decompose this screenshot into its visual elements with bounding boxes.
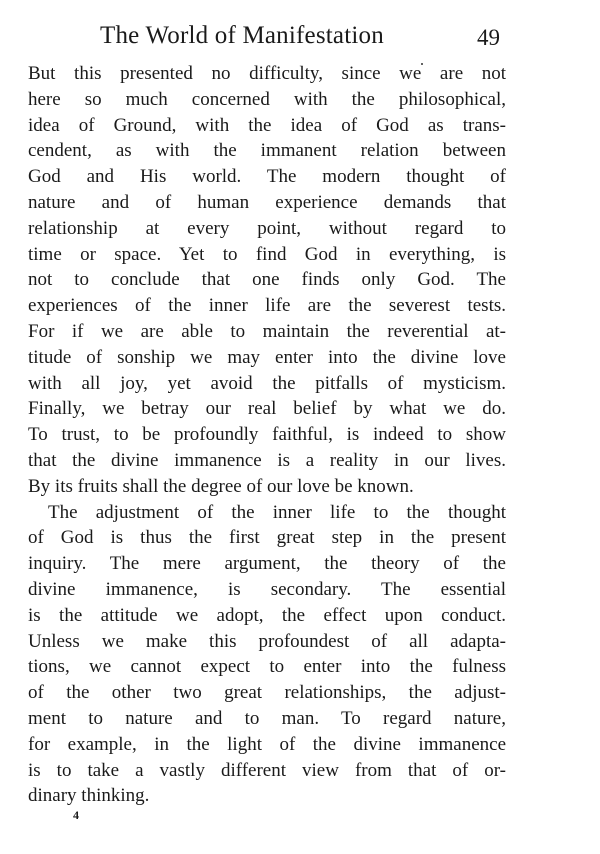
text-line: ment to nature and to man. To regard nature, — [28, 707, 506, 729]
text-line: tions, we cannot expect to enter into the fulness — [28, 656, 506, 678]
text-line: idea of Ground, with the idea of God as trans- — [28, 114, 506, 136]
text-line: For if we are able to maintain the reverential at- — [28, 320, 506, 342]
text-line: inquiry. The mere argument, the theory of the — [28, 553, 506, 575]
text-line: time or space. Yet to find God in everything, is — [28, 243, 506, 265]
paragraph — [28, 61, 506, 500]
text-line: Unless we make this profoundest of all adapta- — [28, 630, 506, 652]
signature-mark: 4 — [73, 808, 79, 822]
text-line: for example, in the light of the divine immanence — [28, 733, 506, 755]
running-title: The World of Manifestation — [100, 22, 384, 49]
text-line: experiences of the inner life are the severest tests. — [28, 295, 506, 317]
text-line: of God is thus the first great step in the present — [28, 527, 506, 549]
text-line: is the attitude we adopt, the effect upon conduct. — [28, 604, 506, 626]
text-line: nature and of human experience demands that — [28, 191, 506, 213]
text-line: By its fruits shall the degree of our love be known. — [28, 475, 414, 497]
text-line: is to take a vastly different view from that of or- — [28, 759, 506, 781]
text-line: The adjustment of the inner life to the thought — [48, 501, 506, 523]
text-line: of the other two great relationships, the adjust- — [28, 682, 506, 704]
text-line: that the divine immanence is a reality in our lives. — [28, 449, 506, 471]
text-line: But this presented no difficulty, since we are not — [28, 63, 506, 84]
page-number: 49 — [477, 25, 500, 50]
body-text — [28, 61, 506, 809]
text-line: relationship at every point, without regard to — [28, 217, 506, 239]
paragraph — [28, 500, 506, 810]
page-header — [0, 22, 600, 58]
text-line: here so much concerned with the philosophical, — [28, 88, 506, 110]
text-line: titude of sonship we may enter into the divine love — [28, 346, 506, 368]
text-line: To trust, to be profoundly faithful, is indeed to show — [28, 424, 506, 446]
text-line: dinary thinking. — [28, 785, 150, 807]
text-line: God and His world. The modern thought of — [28, 166, 506, 188]
text-line: not to conclude that one finds only God. The — [28, 269, 506, 291]
text-line: Finally, we betray our real belief by what we do. — [28, 398, 506, 420]
text-line: with all joy, yet avoid the pitfalls of mysticism. — [28, 372, 506, 394]
text-line: cendent, as with the immanent relation between — [28, 140, 506, 162]
text-line: divine immanence, is secondary. The essential — [28, 578, 506, 600]
